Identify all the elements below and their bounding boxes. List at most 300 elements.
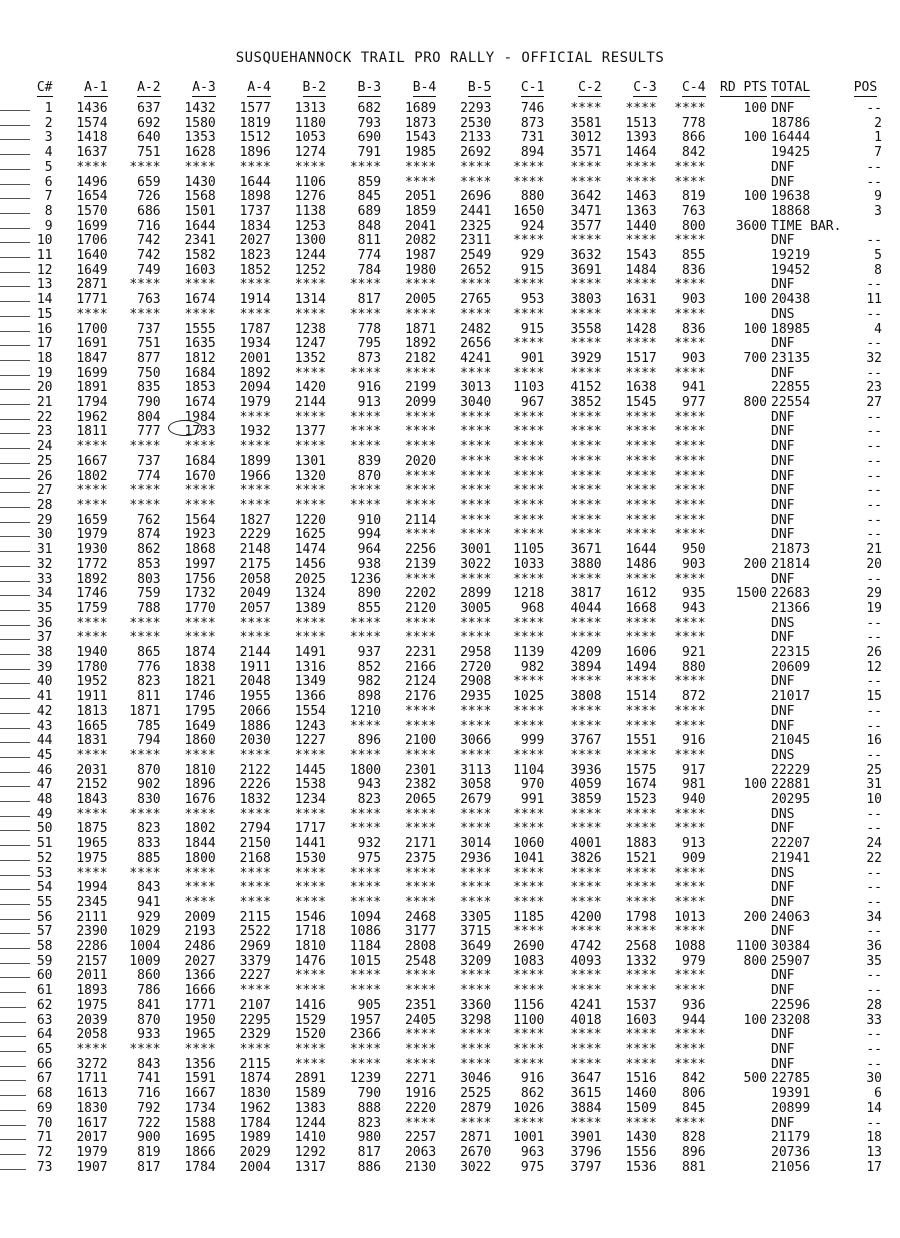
table-cell: 794 xyxy=(137,733,161,749)
table-cell: 1644 xyxy=(239,174,271,190)
handwritten-circle xyxy=(168,420,202,436)
margin-tick-mark xyxy=(0,816,30,817)
table-cell: 1606 xyxy=(625,645,657,661)
table-cell: 64 xyxy=(36,1027,53,1043)
table-cell: 1737 xyxy=(239,203,271,219)
table-cell: 10 xyxy=(36,233,53,249)
table-cell: **** xyxy=(129,747,161,763)
table-cell: 17 xyxy=(36,336,53,352)
table-cell: 2066 xyxy=(239,703,271,719)
table-row xyxy=(8,558,888,573)
table-cell: 2176 xyxy=(404,689,437,705)
table-cell: 1795 xyxy=(184,703,216,719)
table-cell xyxy=(706,1058,767,1073)
margin-tick-mark xyxy=(0,610,30,611)
table-cell: 982 xyxy=(357,674,382,690)
table-cell: 2065 xyxy=(404,792,437,808)
table-cell: 21056 xyxy=(771,1159,811,1175)
table-cell: 932 xyxy=(357,836,382,852)
table-cell: **** xyxy=(404,497,437,513)
table-cell: 1100 xyxy=(513,1012,545,1028)
table-cell: 2182 xyxy=(404,350,437,366)
margin-tick-mark xyxy=(0,463,30,464)
table-cell: 25907 xyxy=(771,953,811,969)
table-cell xyxy=(706,425,767,440)
table-cell: 1512 xyxy=(239,130,271,146)
table-row xyxy=(8,337,888,352)
table-cell: 21366 xyxy=(771,600,811,616)
table-cell: **** xyxy=(625,439,657,455)
table-cell: 2969 xyxy=(239,939,271,955)
table-cell: 1432 xyxy=(184,101,216,116)
table-cell: 3647 xyxy=(570,1071,602,1087)
table-cell: 61 xyxy=(36,983,53,999)
table-cell: 862 xyxy=(137,542,161,558)
table-cell: 12 xyxy=(36,262,53,278)
table-cell: 689 xyxy=(357,203,382,219)
page-title: SUSQUEHANNOCK TRAIL PRO RALLY - OFFICIAL RESULTS xyxy=(235,50,665,66)
table-cell: 1955 xyxy=(239,689,271,705)
table-cell: 1236 xyxy=(349,571,382,587)
column-header xyxy=(706,80,767,102)
table-cell: DNS xyxy=(771,865,795,881)
table-cell: DNF xyxy=(771,409,795,425)
table-cell: -- xyxy=(866,806,882,822)
table-cell: 4059 xyxy=(570,777,602,793)
table-cell: **** xyxy=(625,806,657,822)
table-cell: 2058 xyxy=(239,571,271,587)
table-cell: **** xyxy=(76,630,108,646)
table-cell: 842 xyxy=(682,1071,706,1087)
table-cell: **** xyxy=(349,277,382,293)
table-cell: 659 xyxy=(137,174,161,190)
table-cell: 941 xyxy=(682,380,706,396)
table-row xyxy=(8,131,888,146)
table-cell: **** xyxy=(513,865,545,881)
table-cell: 870 xyxy=(357,468,382,484)
table-cell xyxy=(706,720,767,735)
table-cell: -- xyxy=(866,880,882,896)
column-header xyxy=(436,80,491,102)
margin-tick-mark xyxy=(0,242,30,243)
table-cell: 25 xyxy=(866,762,882,778)
table-cell: **** xyxy=(570,806,602,822)
table-row xyxy=(8,602,888,617)
table-cell: 819 xyxy=(682,189,706,205)
table-cell: 3767 xyxy=(570,733,602,749)
table-cell: 991 xyxy=(520,792,545,808)
table-cell: 2130 xyxy=(404,1159,437,1175)
table-cell: 1962 xyxy=(239,1100,271,1116)
table-cell: 39 xyxy=(36,659,53,675)
table-cell: 1234 xyxy=(294,792,327,808)
table-row xyxy=(8,720,888,735)
table-cell: **** xyxy=(460,1056,492,1072)
table-cell: **** xyxy=(513,703,545,719)
table-cell: 18 xyxy=(36,350,53,366)
table-cell: 690 xyxy=(357,130,382,146)
table-cell: **** xyxy=(513,483,545,499)
table-cell: 3894 xyxy=(570,659,602,675)
table-cell: 17 xyxy=(866,1159,882,1175)
table-cell: 1923 xyxy=(184,527,216,543)
table-cell: 2027 xyxy=(239,233,271,249)
table-cell: 1247 xyxy=(294,336,327,352)
table-cell: 1989 xyxy=(239,1130,271,1146)
table-cell: **** xyxy=(349,159,382,175)
table-cell: 1543 xyxy=(404,130,437,146)
table-cell: 1734 xyxy=(184,1100,216,1116)
table-cell: **** xyxy=(570,453,602,469)
table-cell: **** xyxy=(625,1027,657,1043)
table-cell: DNF xyxy=(771,1115,795,1131)
table-cell: **** xyxy=(129,439,161,455)
table-cell: 3046 xyxy=(460,1071,492,1087)
table-row xyxy=(8,1058,888,1073)
table-cell: 833 xyxy=(137,836,161,852)
table-cell xyxy=(706,1087,767,1102)
table-row xyxy=(8,793,888,808)
table-cell: 915 xyxy=(520,321,545,337)
table-cell xyxy=(706,808,767,823)
table-cell: 1668 xyxy=(625,600,657,616)
table-cell: DNF xyxy=(771,894,795,910)
table-row xyxy=(8,381,888,396)
table-cell: **** xyxy=(460,409,492,425)
table-cell: 2652 xyxy=(460,262,492,278)
table-cell: **** xyxy=(184,806,216,822)
table-cell: **** xyxy=(570,468,602,484)
table-cell: 870 xyxy=(137,1012,161,1028)
table-cell: 836 xyxy=(682,321,706,337)
table-cell: 741 xyxy=(137,1071,161,1087)
table-cell: 2486 xyxy=(184,939,216,955)
table-cell: 2175 xyxy=(239,556,271,572)
table-cell: -- xyxy=(866,483,882,499)
table-cell: 830 xyxy=(137,792,161,808)
table-cell: 903 xyxy=(682,350,706,366)
table-cell: **** xyxy=(674,821,706,837)
table-cell: **** xyxy=(570,409,602,425)
table-cell: **** xyxy=(460,615,492,631)
table-row xyxy=(8,161,888,176)
table-cell: 1555 xyxy=(184,321,216,337)
table-cell: DNF xyxy=(771,674,795,690)
table-cell: 1538 xyxy=(294,777,327,793)
table-cell: 30 xyxy=(36,527,53,543)
table-cell: 1320 xyxy=(294,468,327,484)
table-cell: 2329 xyxy=(239,1027,271,1043)
table-cell: 1787 xyxy=(239,321,271,337)
table-cell xyxy=(706,411,767,426)
table-cell: **** xyxy=(460,453,492,469)
table-row xyxy=(8,587,888,602)
table-cell: -- xyxy=(866,1056,882,1072)
table-cell: 1699 xyxy=(76,365,108,381)
table-cell: 1613 xyxy=(76,1086,108,1102)
table-cell: **** xyxy=(460,571,492,587)
table-cell: 1529 xyxy=(294,1012,327,1028)
table-cell xyxy=(706,793,767,808)
table-cell: 36 xyxy=(36,615,53,631)
table-cell: 13 xyxy=(866,1144,882,1160)
table-cell: 894 xyxy=(520,145,545,161)
table-cell: 795 xyxy=(357,336,382,352)
table-cell: DNF xyxy=(771,439,795,455)
table-cell: **** xyxy=(294,880,327,896)
table-cell: 2099 xyxy=(404,395,437,411)
table-cell xyxy=(706,1043,767,1058)
table-cell: 1612 xyxy=(625,586,657,602)
table-cell: DNF xyxy=(771,1056,795,1072)
table-cell: 880 xyxy=(520,189,545,205)
table-cell xyxy=(706,117,767,132)
table-cell: 2549 xyxy=(460,248,492,264)
table-cell xyxy=(706,308,767,323)
table-cell: 1830 xyxy=(239,1086,271,1102)
table-cell: **** xyxy=(184,894,216,910)
table-cell xyxy=(850,220,888,235)
table-cell: 2157 xyxy=(76,953,108,969)
table-cell: **** xyxy=(184,497,216,513)
table-cell: 828 xyxy=(682,1130,706,1146)
table-cell: DNF xyxy=(771,101,795,116)
table-cell: **** xyxy=(674,424,706,440)
table-cell xyxy=(706,264,767,279)
table-cell: 806 xyxy=(682,1086,706,1102)
table-cell xyxy=(706,455,767,470)
table-cell: 746 xyxy=(520,101,545,116)
table-cell: 1509 xyxy=(625,1100,657,1116)
table-cell: **** xyxy=(460,806,492,822)
table-cell: 1911 xyxy=(239,659,271,675)
margin-tick-mark xyxy=(0,286,30,287)
table-cell: **** xyxy=(674,159,706,175)
table-cell: 1746 xyxy=(76,586,108,602)
column-header-label: C-4 xyxy=(682,80,706,95)
table-cell: **** xyxy=(129,865,161,881)
table-cell: **** xyxy=(513,630,545,646)
table-cell: 866 xyxy=(682,130,706,146)
table-cell: 1554 xyxy=(294,703,327,719)
table-cell: 1543 xyxy=(625,248,657,264)
table-cell: **** xyxy=(76,1042,108,1057)
table-cell: 1603 xyxy=(184,262,216,278)
table-cell: 777 xyxy=(137,424,161,440)
table-cell: 1418 xyxy=(76,130,108,146)
table-cell: **** xyxy=(349,483,382,499)
table-cell xyxy=(706,999,767,1014)
table-cell: 1821 xyxy=(184,674,216,690)
table-cell: 943 xyxy=(682,600,706,616)
table-cell: 2958 xyxy=(460,645,492,661)
column-header-label: A-2 xyxy=(137,80,161,95)
table-cell: DNF xyxy=(771,718,795,734)
table-cell: 2193 xyxy=(184,924,216,940)
table-cell: **** xyxy=(460,1027,492,1043)
table-cell: DNF xyxy=(771,630,795,646)
table-cell: -- xyxy=(866,277,882,293)
table-cell: 1827 xyxy=(239,512,271,528)
table-cell: 2 xyxy=(874,115,882,131)
table-cell: 1966 xyxy=(239,468,271,484)
table-cell: **** xyxy=(349,409,382,425)
table-cell: DNS xyxy=(771,747,795,763)
table-cell: **** xyxy=(239,983,271,999)
table-cell: **** xyxy=(460,1042,492,1057)
table-cell: 1798 xyxy=(625,909,657,925)
table-cell: 3022 xyxy=(460,1159,492,1175)
table-cell: 3936 xyxy=(570,762,602,778)
table-cell: 2936 xyxy=(460,850,492,866)
table-cell: 1292 xyxy=(294,1144,327,1160)
table-cell: **** xyxy=(625,718,657,734)
table-cell: 1952 xyxy=(76,674,108,690)
table-cell: 880 xyxy=(682,659,706,675)
table-cell: DNS xyxy=(771,306,795,322)
table-cell: 921 xyxy=(682,645,706,661)
table-cell: 2001 xyxy=(239,350,271,366)
table-cell xyxy=(706,1028,767,1043)
table-cell: 1377 xyxy=(294,424,327,440)
table-cell: 749 xyxy=(137,262,161,278)
table-cell: 71 xyxy=(36,1130,53,1146)
table-cell: **** xyxy=(570,924,602,940)
table-cell: **** xyxy=(513,497,545,513)
margin-tick-mark xyxy=(0,184,30,185)
table-cell: 1874 xyxy=(239,1071,271,1087)
table-cell: 1053 xyxy=(294,130,327,146)
table-cell: 1445 xyxy=(294,762,327,778)
table-cell: 26 xyxy=(866,645,882,661)
table-cell: 2148 xyxy=(239,542,271,558)
table-cell: 1239 xyxy=(349,1071,382,1087)
table-cell: 19 xyxy=(36,365,53,381)
table-cell: **** xyxy=(625,703,657,719)
table-cell: 59 xyxy=(36,953,53,969)
table-cell: -- xyxy=(866,439,882,455)
table-cell: **** xyxy=(625,527,657,543)
table-row xyxy=(8,264,888,279)
table-cell: 1537 xyxy=(625,997,657,1013)
table-cell: 20438 xyxy=(771,292,811,308)
table-cell: **** xyxy=(460,174,492,190)
table-cell: DNF xyxy=(771,174,795,190)
margin-tick-mark xyxy=(0,801,30,802)
table-cell: 2720 xyxy=(460,659,492,675)
table-cell: 3571 xyxy=(570,145,602,161)
margin-tick-mark xyxy=(0,581,30,582)
table-cell: 36 xyxy=(866,939,882,955)
margin-tick-mark xyxy=(0,904,30,905)
table-cell: 1860 xyxy=(184,733,216,749)
table-cell: **** xyxy=(513,468,545,484)
table-cell: DNF xyxy=(771,468,795,484)
table-cell: 1873 xyxy=(404,115,437,131)
table-cell: 1156 xyxy=(513,997,545,1013)
table-cell: 1588 xyxy=(184,1115,216,1131)
table-cell: 1784 xyxy=(239,1115,271,1131)
table-row xyxy=(8,1087,888,1102)
table-cell: 1244 xyxy=(294,1115,327,1131)
table-cell: **** xyxy=(625,159,657,175)
column-header-label: A-1 xyxy=(84,80,108,95)
margin-tick-mark xyxy=(0,478,30,479)
table-cell: 30384 xyxy=(771,939,811,955)
column-header xyxy=(108,80,161,102)
table-cell: 1746 xyxy=(184,689,216,705)
table-cell: 1332 xyxy=(625,953,657,969)
table-cell: **** xyxy=(404,865,437,881)
margin-tick-mark xyxy=(0,1154,26,1155)
table-cell: **** xyxy=(404,424,437,440)
table-cell: 3797 xyxy=(570,1159,602,1175)
table-cell: 35 xyxy=(36,600,53,616)
table-cell: **** xyxy=(349,497,382,513)
margin-tick-mark xyxy=(0,492,30,493)
table-cell: 1013 xyxy=(674,909,706,925)
column-header xyxy=(491,80,544,102)
table-cell: **** xyxy=(404,1042,437,1057)
table-cell: 975 xyxy=(357,850,382,866)
table-cell: 1083 xyxy=(513,953,545,969)
table-cell: 4241 xyxy=(570,997,602,1013)
table-cell: **** xyxy=(404,703,437,719)
table-cell: 4200 xyxy=(570,909,602,925)
table-cell: **** xyxy=(294,497,327,513)
table-cell: **** xyxy=(674,512,706,528)
table-cell xyxy=(706,749,767,764)
table-cell: 870 xyxy=(137,762,161,778)
table-cell: 944 xyxy=(682,1012,706,1028)
table-cell: 1301 xyxy=(294,453,327,469)
table-cell: 4209 xyxy=(570,645,602,661)
table-cell: 44 xyxy=(36,733,53,749)
table-row xyxy=(8,631,888,646)
margin-tick-mark xyxy=(0,933,30,934)
table-cell: 2011 xyxy=(76,968,108,984)
margin-tick-mark xyxy=(0,1139,26,1140)
table-cell: 1893 xyxy=(76,983,108,999)
table-cell: 22683 xyxy=(771,586,811,602)
table-cell: 2171 xyxy=(404,836,437,852)
table-cell: 881 xyxy=(682,1159,706,1175)
table-cell: -- xyxy=(866,468,882,484)
table-cell: 19 xyxy=(866,600,882,616)
table-cell: 3272 xyxy=(76,1056,108,1072)
table-cell: 1975 xyxy=(76,997,108,1013)
table-cell: 3884 xyxy=(570,1100,602,1116)
table-cell: DNF xyxy=(771,527,795,543)
table-cell: DNF xyxy=(771,365,795,381)
table-cell: 686 xyxy=(137,203,161,219)
table-cell: **** xyxy=(404,483,437,499)
table-cell xyxy=(706,646,767,661)
table-cell: DNF xyxy=(771,453,795,469)
table-cell: **** xyxy=(625,306,657,322)
table-cell: **** xyxy=(349,821,382,837)
table-cell: **** xyxy=(76,865,108,881)
table-cell: 1875 xyxy=(76,821,108,837)
margin-tick-mark xyxy=(0,742,30,743)
table-cell: DNF xyxy=(771,336,795,352)
margin-tick-mark xyxy=(0,1007,26,1008)
table-cell: DNF xyxy=(771,159,795,175)
margin-tick-mark xyxy=(0,992,26,993)
table-cell: 848 xyxy=(357,218,382,234)
column-header-label: A-3 xyxy=(192,80,216,95)
table-cell: 1975 xyxy=(76,850,108,866)
